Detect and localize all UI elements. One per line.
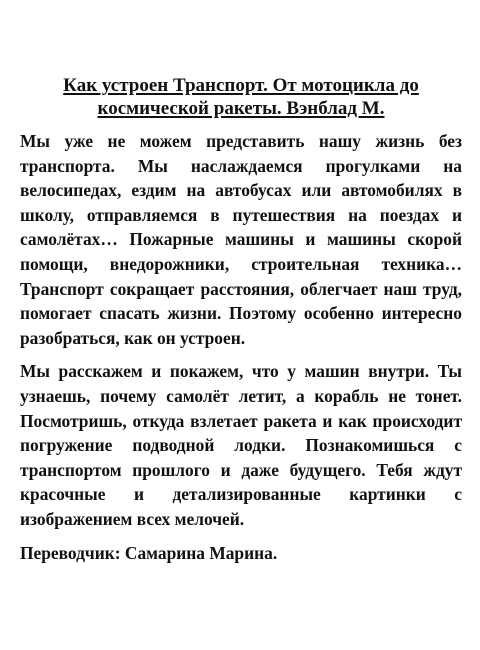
document-title: Как устроен Транспорт. От мотоцикла до космической ракеты. Вэнблад М.: [63, 75, 419, 119]
translator-credit: Переводчик: Самарина Марина.: [20, 542, 278, 563]
paragraph-details: Мы расскажем и покажем, что у машин внутри. Ты узнаешь, почему самолёт летит, а корабль не тонет. Посмотришь, откуда взлетает ракета и как происходит погружение подводной лодки. Познакомишься с транспортом прошлого и даже будущего. Тебя ждут красочные и детализированные картинки с изображением всех мелочей.: [20, 361, 462, 529]
paragraph-intro: Мы уже не можем представить нашу жизнь без транспорта. Мы наслаждаемся прогулками на велосипедах, ездим на автобусах или автомобилях в школу, отправляемся в путешествия на поездах и самолётах… Пожарные машины и машины скорой помощи, внедорожники, строительная техника… Транспорт сокращает расстояния, облегчает наш труд, помогает спасать жизни. Поэтому особенно интересно разобраться, как он устроен.: [20, 131, 462, 348]
